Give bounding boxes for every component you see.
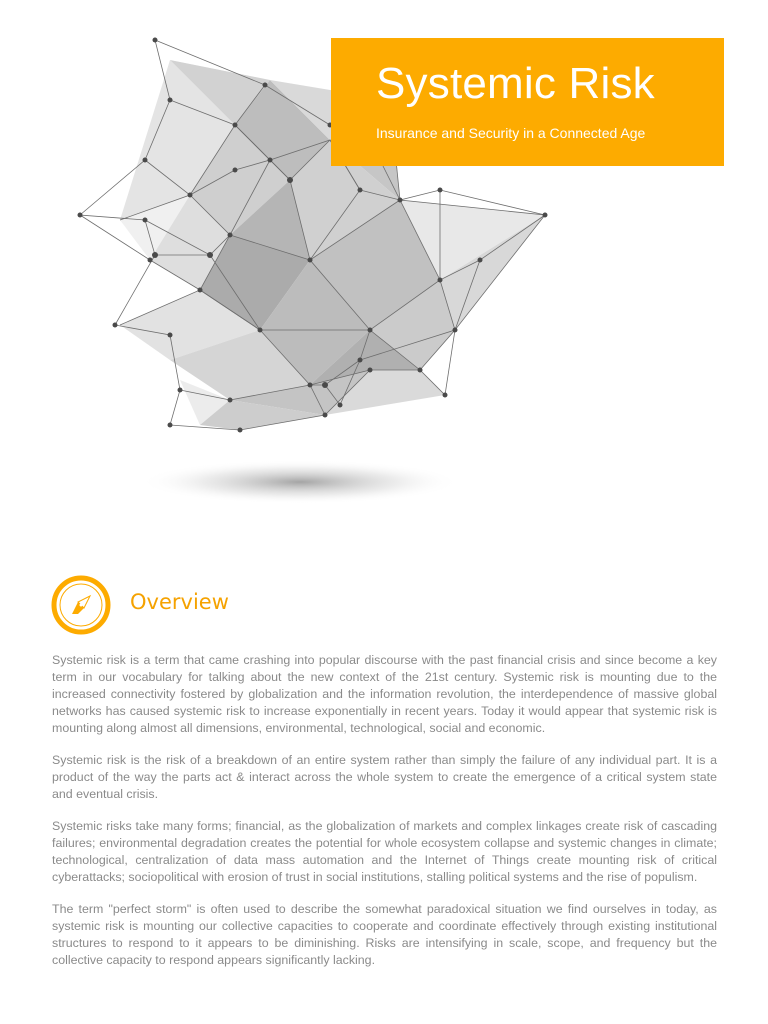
overview-heading: Overview [130,590,229,614]
paragraph: Systemic risk is a term that came crashing into popular discourse with the past financial crisis and since become a key term in our vocabulary for talking about the new context of the 21st century. Systemic risk is mounting due to the increased connectivity fostered by globalization and the information revolution, the interdependence of massive global networks has caused systemic risk to increase exponentially in recent years. Today it would appear that systemic risk is mounting along almost all dimensions, environmental, technological, social and economic. [52,653,717,735]
title-banner [331,38,724,166]
document-subtitle: Insurance and Security in a Connected Age [376,125,646,141]
document-title: Systemic Risk [376,59,655,108]
overview-body [52,652,717,984]
paragraph: Systemic risks take many forms; financial, as the globalization of markets and complex linkages create risk of cascading failures; environmental degradation creates the potential for whole ecosystem collapse and systemic changes in climate; technological, centralization of data mass automation and the Internet of Things create mounting risk of critical cyberattacks; sociopolitical with erosion of trust in social institutions, stalling political systems and the rise of populism. [52,819,717,884]
overview-section-header [50,574,720,636]
floor-shadow [140,460,460,504]
paragraph: The term "perfect storm" is often used to describe the somewhat paradoxical situation we find ourselves in today, as systemic risk is mounting our collective capacities to cooperate and coordinate effectively through existing institutional structures to respond to it appears to be diminishing. Risks are intensifying in scale, scope, and frequency but the collective capacity to respond appears significantly lacking. [52,902,717,967]
compass-icon [50,574,112,636]
paragraph: Systemic risk is the risk of a breakdown of an entire system rather than simply the failure of any individual part. It is a product of the way the parts act & interact across the whole system to create the emergence of a critical system state and eventual crisis. [52,753,717,801]
